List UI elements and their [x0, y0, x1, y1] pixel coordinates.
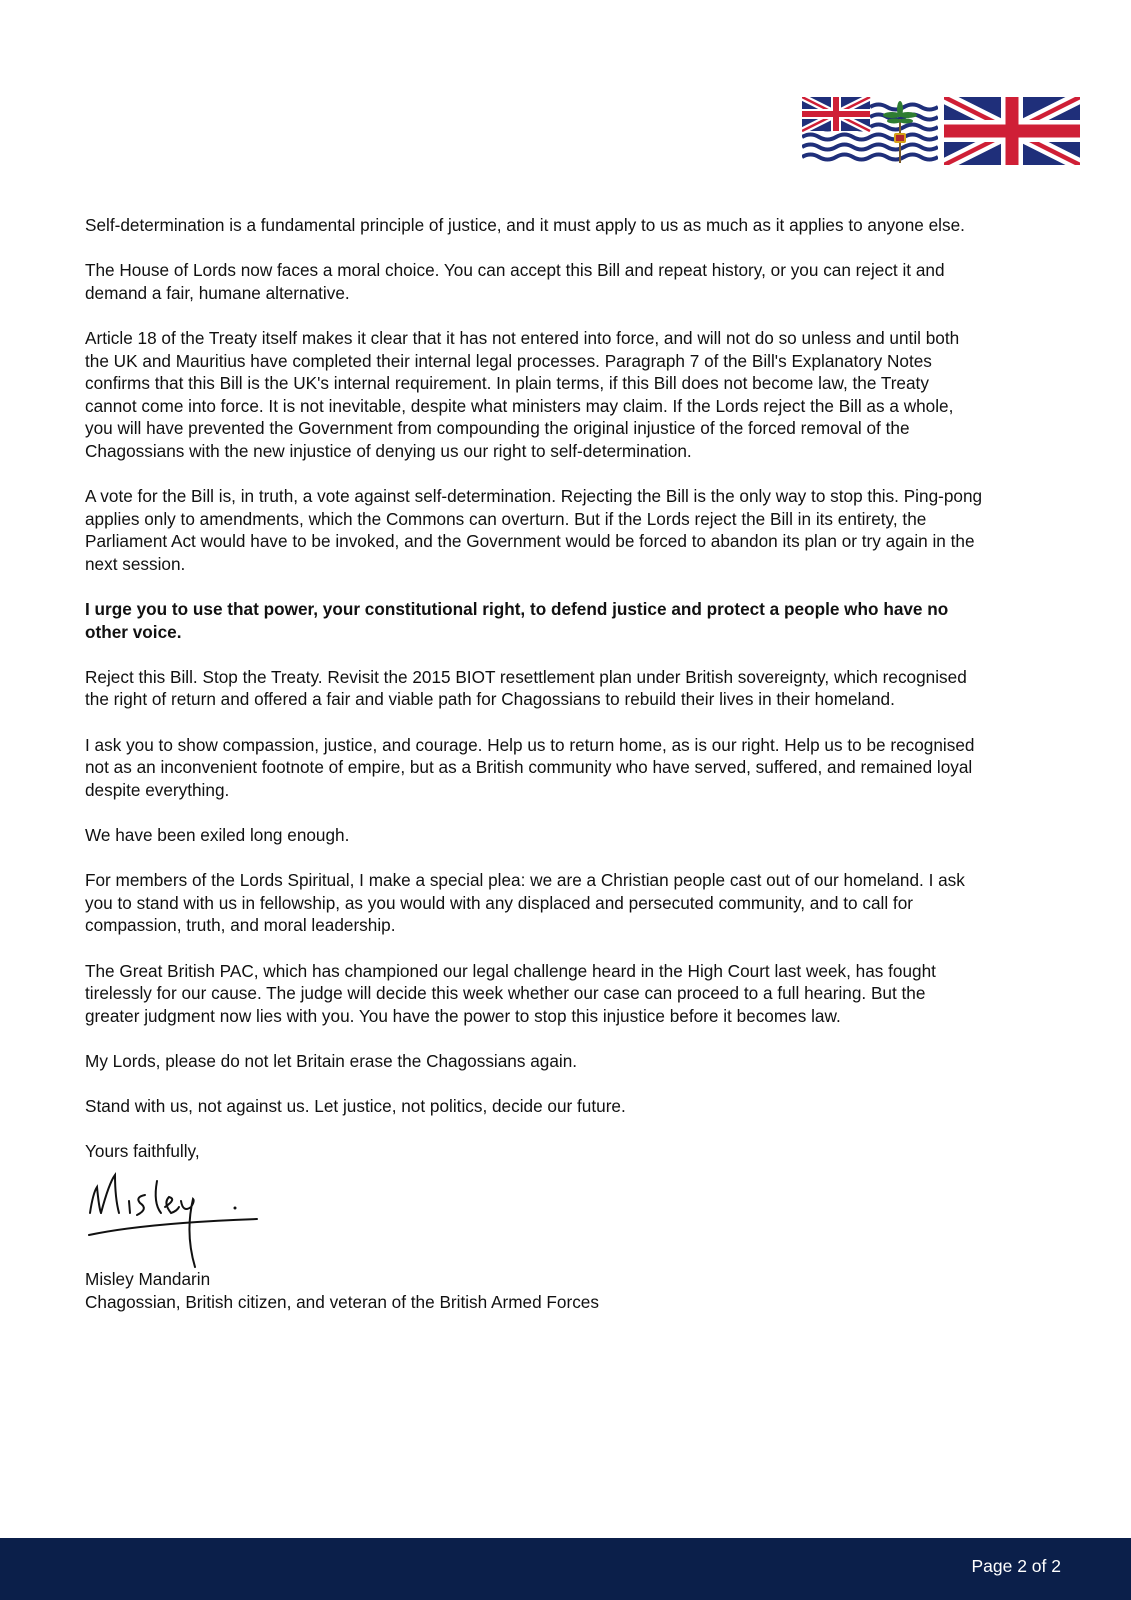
biot-flag-icon: [802, 97, 938, 165]
paragraph-line: tirelessly for our cause. The judge will decide this week whether our case can proceed to a full hearing. But the: [85, 983, 926, 1004]
signer-name: Misley Mandarin: [85, 1268, 211, 1289]
letter-paragraphs: [85, 214, 1095, 1118]
paragraph-line: greater judgment now lies with you. You have the power to stop this injustice before it becomes law.: [85, 1005, 841, 1026]
letter-paragraph: [85, 214, 1095, 237]
flags-header: [802, 97, 1080, 165]
paragraph-line: Chagossians with the new injustice of denying us our right to self-determination.: [85, 440, 692, 461]
letter-paragraph: [85, 259, 1095, 304]
letter-paragraph: [85, 327, 1095, 463]
paragraph-line: I ask you to show compassion, justice, and courage. Help us to return home, as is our right. Help us to be recognised: [85, 734, 975, 755]
letter-paragraph: [85, 485, 1095, 575]
footer-bar: [0, 1538, 1131, 1600]
paragraph-line: not as an inconvenient footnote of empire, but as a British community who have served, suffered, and remained loyal: [85, 757, 973, 778]
letter-paragraph: [85, 960, 1095, 1028]
signer-title: Chagossian, British citizen, and veteran of the British Armed Forces: [85, 1291, 599, 1312]
paragraph-line: you to stand with us in fellowship, as you would with any displaced and persecuted community, and to call for: [85, 892, 913, 913]
paragraph-line: the right of return and offered a fair and viable path for Chagossians to rebuild their lives in their homeland.: [85, 689, 895, 710]
paragraph-line: A vote for the Bill is, in truth, a vote against self-determination. Rejecting the Bill is the only way to stop this. Ping-pong: [85, 486, 983, 507]
letter-paragraph: [85, 1050, 1095, 1073]
paragraph-line: Parliament Act would have to be invoked, and the Government would be forced to abandon its plan or try again in the: [85, 531, 975, 552]
closing: Yours faithfully,: [85, 1141, 200, 1162]
paragraph-line: Article 18 of the Treaty itself makes it clear that it has not entered into force, and will not do so unless and until both: [85, 327, 960, 348]
letter-body: [85, 214, 1095, 1313]
paragraph-line: The House of Lords now faces a moral choice. You can accept this Bill and repeat history, or you can reject it and: [85, 260, 945, 281]
paragraph-line: demand a fair, humane alternative.: [85, 282, 350, 303]
paragraph-line: the UK and Mauritius have completed their internal legal processes. Paragraph 7 of the Bill's Explanatory Notes: [85, 350, 932, 371]
union-jack-flag-icon: [944, 97, 1080, 165]
paragraph-line: other voice.: [85, 621, 182, 642]
paragraph-line: We have been exiled long enough.: [85, 825, 350, 846]
paragraph-line: I urge you to use that power, your constitutional right, to defend justice and protect a people who have no: [85, 599, 949, 620]
paragraph-line: you will have prevented the Government from compounding the original injustice of the forced removal of the: [85, 418, 910, 439]
signature-image: [85, 1163, 265, 1268]
paragraph-line: despite everything.: [85, 779, 230, 800]
letter-paragraph: [85, 666, 1095, 711]
letter-paragraph: [85, 1095, 1095, 1118]
paragraph-line: Reject this Bill. Stop the Treaty. Revisit the 2015 BIOT resettlement plan under British sovereignty, which recognised: [85, 666, 967, 687]
letter-paragraph: [85, 734, 1095, 802]
paragraph-line: The Great British PAC, which has championed our legal challenge heard in the High Court last week, has fought: [85, 960, 936, 981]
paragraph-line: next session.: [85, 553, 186, 574]
paragraph-line: cannot come into force. It is not inevitable, despite what ministers may claim. If the Lords reject the Bill as a whole,: [85, 395, 954, 416]
paragraph-line: My Lords, please do not let Britain erase the Chagossians again.: [85, 1050, 578, 1071]
page-number: Page 2 of 2: [971, 1556, 1061, 1576]
paragraph-line: applies only to amendments, which the Commons can overturn. But if the Lords reject the Bill in its entirety, the: [85, 508, 927, 529]
paragraph-line: Stand with us, not against us. Let justice, not politics, decide our future.: [85, 1096, 626, 1117]
paragraph-line: For members of the Lords Spiritual, I make a special plea: we are a Christian people cast out of our homeland. I ask: [85, 870, 965, 891]
paragraph-line: Self-determination is a fundamental principle of justice, and it must apply to us as much as it applies to anyone else.: [85, 215, 965, 235]
letter-paragraph: [85, 824, 1095, 847]
letter-paragraph: [85, 869, 1095, 937]
paragraph-line: compassion, truth, and moral leadership.: [85, 915, 396, 936]
letter-paragraph: [85, 598, 1095, 643]
paragraph-line: confirms that this Bill is the UK's internal requirement. In plain terms, if this Bill does not become law, the Treaty: [85, 373, 929, 394]
